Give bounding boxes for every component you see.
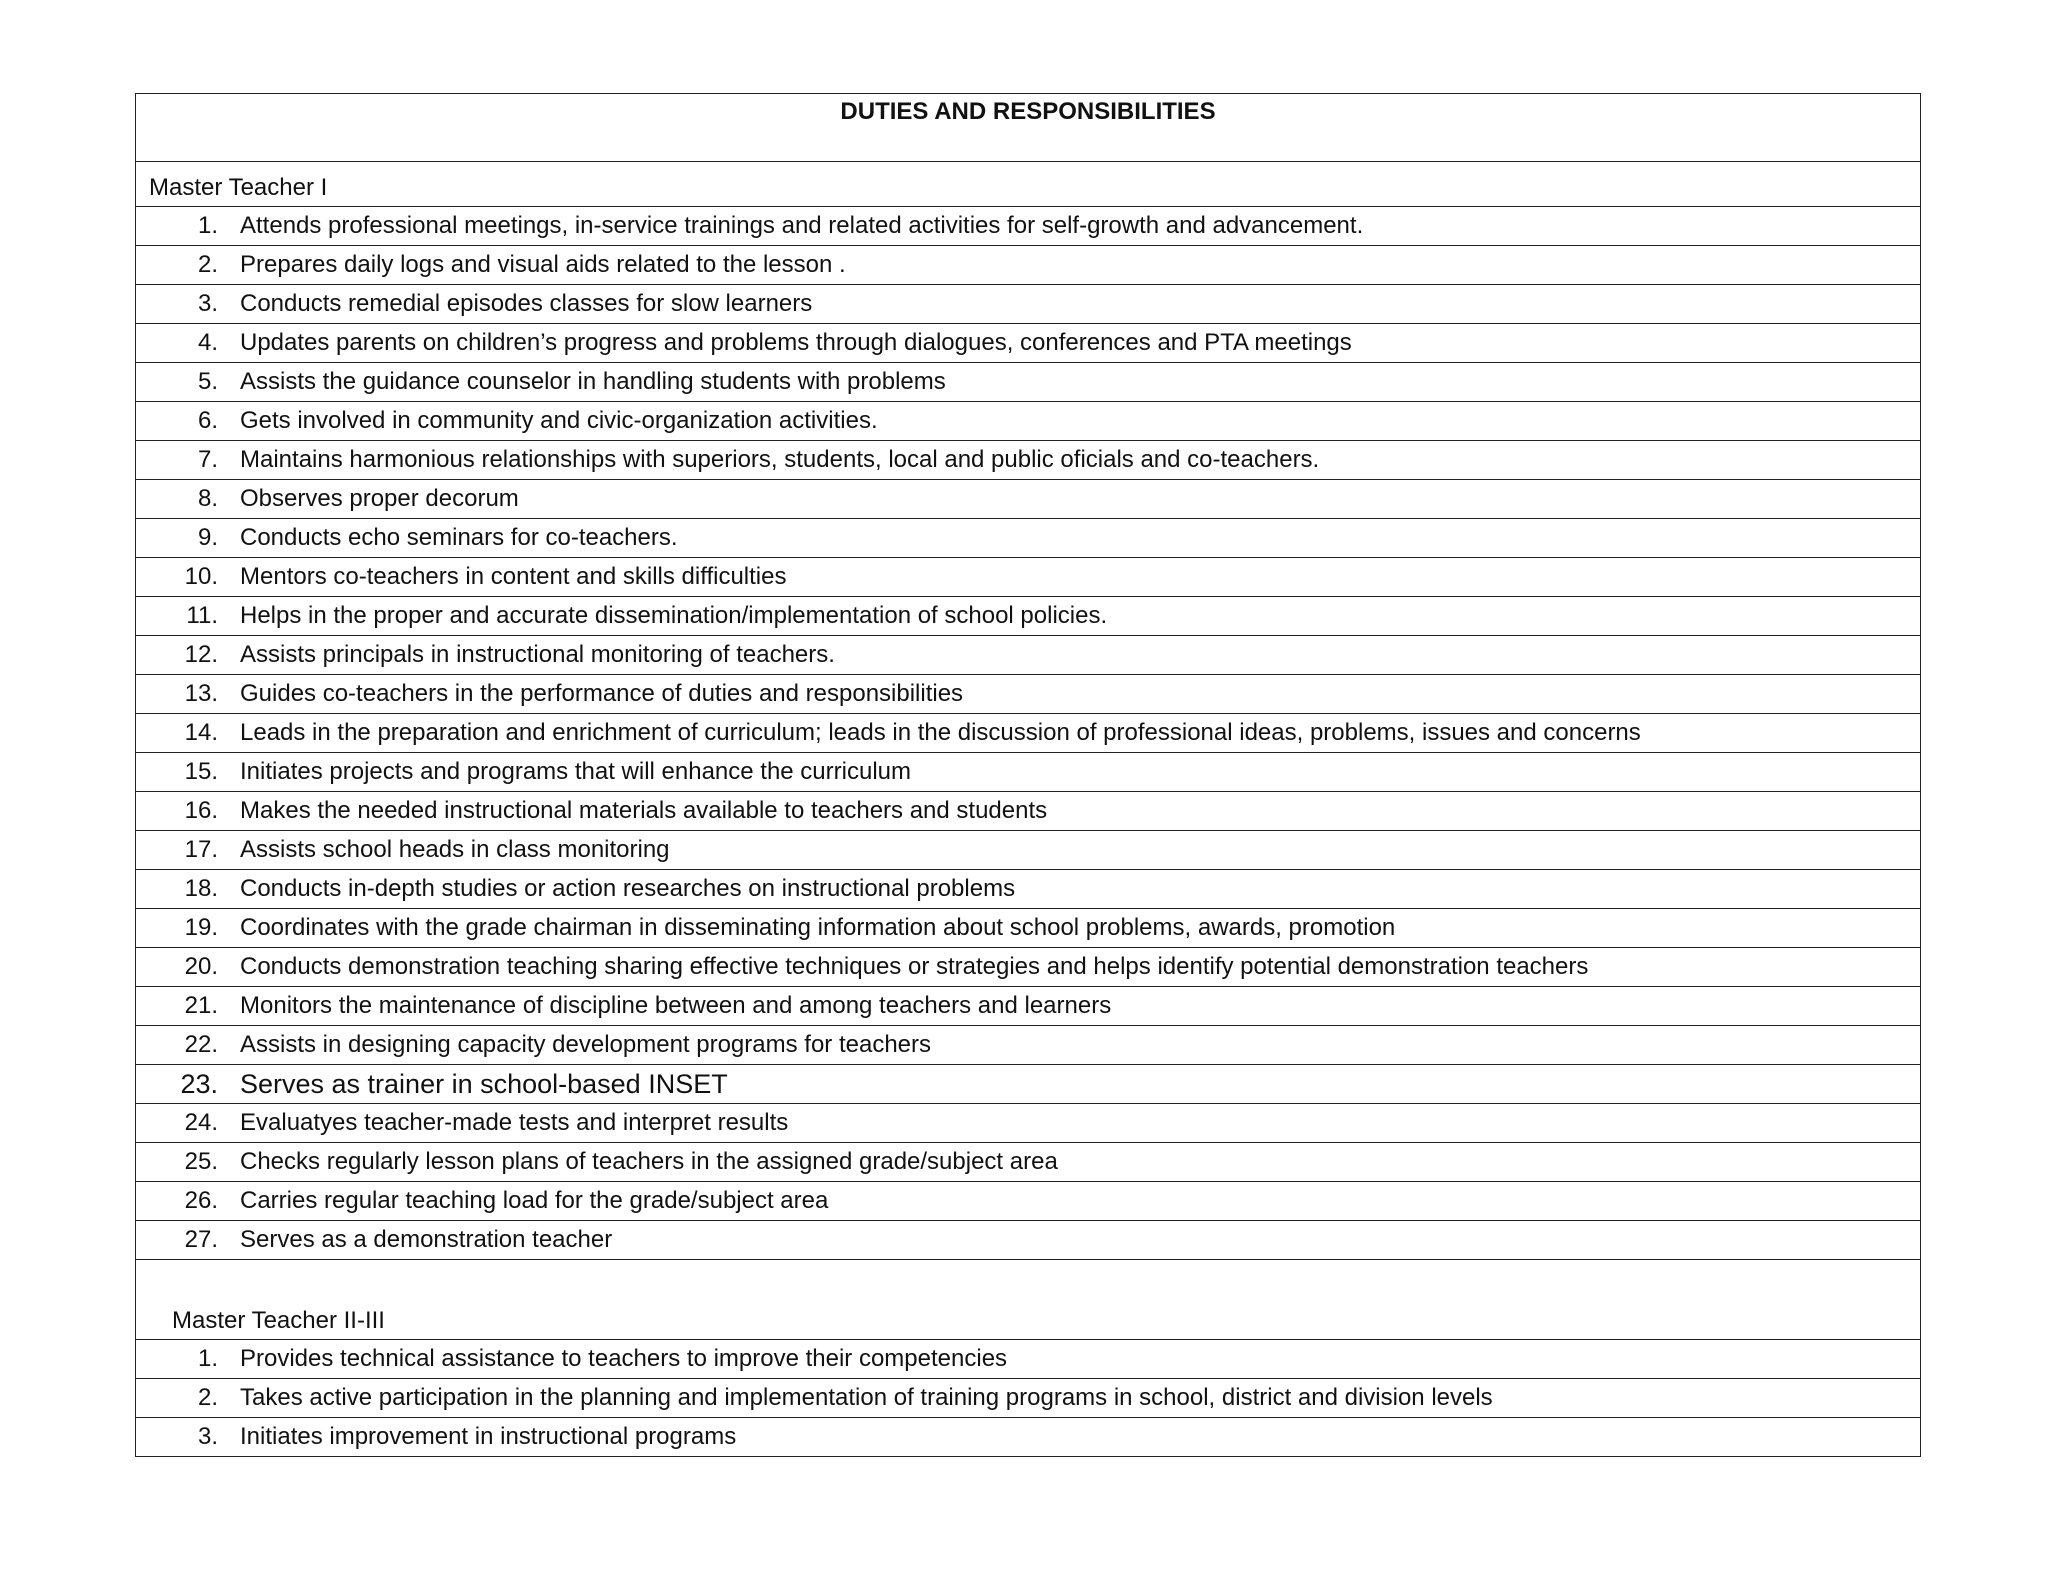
item-text: Leads in the preparation and enrichment of curriculum; leads in the discussion of professional ideas, problems, issues and concerns — [240, 719, 1641, 746]
list-item — [136, 207, 1921, 246]
list-item-cell — [136, 363, 1921, 402]
item-number: 7. — [197, 446, 218, 473]
list-item-cell — [136, 285, 1921, 324]
item-number: 13. — [184, 680, 218, 707]
item-text: Conducts echo seminars for co-teachers. — [240, 524, 678, 551]
item-number: 26. — [184, 1187, 218, 1214]
list-item-cell — [136, 1379, 1921, 1418]
item-number: 27. — [184, 1226, 218, 1253]
list-item — [136, 909, 1921, 948]
item-text: Provides technical assistance to teachers to improve their competencies — [240, 1345, 1008, 1372]
item-text: Observes proper decorum — [240, 485, 519, 512]
section-heading: Master Teacher II-III — [136, 1260, 1921, 1340]
document-title: DUTIES AND RESPONSIBILITIES — [840, 98, 1216, 125]
list-item-cell — [136, 1143, 1921, 1182]
item-text: Assists in designing capacity development programs for teachers — [240, 1031, 932, 1058]
list-item-cell — [136, 597, 1921, 636]
item-number: 1. — [197, 1345, 218, 1372]
item-text: Carries regular teaching load for the grade/subject area — [240, 1187, 829, 1214]
list-item — [136, 1418, 1921, 1457]
list-item — [136, 324, 1921, 363]
item-number: 21. — [184, 992, 218, 1019]
list-item-cell — [136, 1065, 1921, 1104]
list-item — [136, 558, 1921, 597]
item-number: 25. — [184, 1148, 218, 1175]
item-text: Prepares daily logs and visual aids related to the lesson . — [240, 251, 846, 278]
list-item-cell — [136, 831, 1921, 870]
list-item-cell — [136, 246, 1921, 285]
list-item-cell — [136, 753, 1921, 792]
item-number: 3. — [197, 1423, 218, 1450]
item-text: Maintains harmonious relationships with superiors, students, local and public oficials and co-teachers. — [240, 446, 1320, 473]
list-item — [136, 714, 1921, 753]
list-item-cell — [136, 948, 1921, 987]
item-number: 11. — [186, 602, 218, 629]
list-item-cell — [136, 402, 1921, 441]
item-number: 9. — [197, 524, 218, 551]
list-item-cell — [136, 675, 1921, 714]
list-item-cell — [136, 792, 1921, 831]
item-number: 22. — [184, 1031, 218, 1058]
list-item — [136, 441, 1921, 480]
item-text: Initiates improvement in instructional programs — [240, 1423, 737, 1450]
item-text: Guides co-teachers in the performance of duties and responsibilities — [240, 680, 964, 707]
list-item — [136, 870, 1921, 909]
item-number: 17. — [184, 836, 218, 863]
list-item — [136, 402, 1921, 441]
list-item — [136, 1182, 1921, 1221]
item-text: Mentors co-teachers in content and skills difficulties — [240, 563, 787, 590]
list-item — [136, 987, 1921, 1026]
title-row — [136, 94, 1921, 162]
item-number: 12. — [184, 641, 218, 668]
list-item — [136, 1065, 1921, 1104]
section-heading-row — [136, 1260, 1921, 1340]
list-item — [136, 792, 1921, 831]
item-text: Helps in the proper and accurate dissemination/implementation of school policies. — [240, 602, 1108, 629]
list-item-cell — [136, 1026, 1921, 1065]
list-item-cell — [136, 1418, 1921, 1457]
item-text: Monitors the maintenance of discipline between and among teachers and learners — [240, 992, 1112, 1019]
section-heading: Master Teacher I — [136, 162, 1921, 207]
item-text: Conducts demonstration teaching sharing effective techniques or strategies and helps identify potential demonstration teachers — [240, 953, 1589, 980]
item-number: 15. — [184, 758, 218, 785]
list-item-cell — [136, 636, 1921, 675]
item-text: Updates parents on children’s progress and problems through dialogues, conferences and PTA meetings — [240, 329, 1352, 356]
list-item — [136, 831, 1921, 870]
item-number: 23. — [180, 1068, 218, 1099]
item-number: 14. — [184, 719, 218, 746]
list-item — [136, 597, 1921, 636]
list-item — [136, 519, 1921, 558]
list-item — [136, 363, 1921, 402]
list-item-cell — [136, 1104, 1921, 1143]
list-item-cell — [136, 987, 1921, 1026]
list-item-cell — [136, 324, 1921, 363]
item-number: 6. — [197, 407, 218, 434]
list-item — [136, 636, 1921, 675]
item-number: 5. — [197, 368, 218, 395]
list-item-cell — [136, 1221, 1921, 1260]
item-text: Coordinates with the grade chairman in disseminating information about school problems, awards, promotion — [240, 914, 1396, 941]
item-text: Serves as trainer in school-based INSET — [240, 1068, 728, 1099]
list-item-cell — [136, 480, 1921, 519]
section-heading-row — [136, 162, 1921, 207]
list-item — [136, 1143, 1921, 1182]
item-number: 2. — [197, 251, 218, 278]
item-number: 1. — [197, 212, 218, 239]
list-item — [136, 1221, 1921, 1260]
list-item — [136, 246, 1921, 285]
item-text: Serves as a demonstration teacher — [240, 1226, 613, 1253]
list-item — [136, 675, 1921, 714]
list-item — [136, 285, 1921, 324]
item-number: 4. — [197, 329, 218, 356]
item-text: Assists school heads in class monitoring — [240, 836, 670, 863]
item-text: Assists principals in instructional monitoring of teachers. — [240, 641, 835, 668]
item-number: 16. — [184, 797, 218, 824]
list-item-cell — [136, 519, 1921, 558]
list-item-cell — [136, 1340, 1921, 1379]
item-text: Evaluatyes teacher-made tests and interpret results — [240, 1109, 789, 1136]
item-number: 18. — [184, 875, 218, 902]
list-item — [136, 480, 1921, 519]
item-number: 8. — [197, 485, 218, 512]
list-item — [136, 1026, 1921, 1065]
item-number: 10. — [184, 563, 218, 590]
item-text: Checks regularly lesson plans of teachers in the assigned grade/subject area — [240, 1148, 1058, 1175]
item-number: 2. — [197, 1384, 218, 1411]
item-number: 3. — [197, 290, 218, 317]
list-item-cell — [136, 714, 1921, 753]
item-number: 19. — [184, 914, 218, 941]
item-text: Makes the needed instructional materials available to teachers and students — [240, 797, 1048, 824]
item-number: 20. — [184, 953, 218, 980]
item-number: 24. — [184, 1109, 218, 1136]
document-title-cell — [136, 94, 1921, 162]
item-text: Attends professional meetings, in-service trainings and related activities for self-growth and advancement. — [240, 212, 1364, 239]
list-item-cell — [136, 870, 1921, 909]
item-text: Conducts in-depth studies or action researches on instructional problems — [240, 875, 1016, 902]
list-item — [136, 1379, 1921, 1418]
list-item — [136, 948, 1921, 987]
list-item — [136, 753, 1921, 792]
list-item-cell — [136, 1182, 1921, 1221]
list-item-cell — [136, 207, 1921, 246]
item-text: Initiates projects and programs that will enhance the curriculum — [240, 758, 911, 785]
list-item — [136, 1340, 1921, 1379]
item-text: Gets involved in community and civic-organization activities. — [240, 407, 878, 434]
item-text: Takes active participation in the planning and implementation of training programs in school, district and division levels — [240, 1384, 1493, 1411]
item-text: Conducts remedial episodes classes for slow learners — [240, 290, 813, 317]
list-item — [136, 1104, 1921, 1143]
item-text: Assists the guidance counselor in handling students with problems — [240, 368, 946, 395]
list-item-cell — [136, 909, 1921, 948]
list-item-cell — [136, 558, 1921, 597]
duties-table — [135, 93, 1921, 1457]
list-item-cell — [136, 441, 1921, 480]
